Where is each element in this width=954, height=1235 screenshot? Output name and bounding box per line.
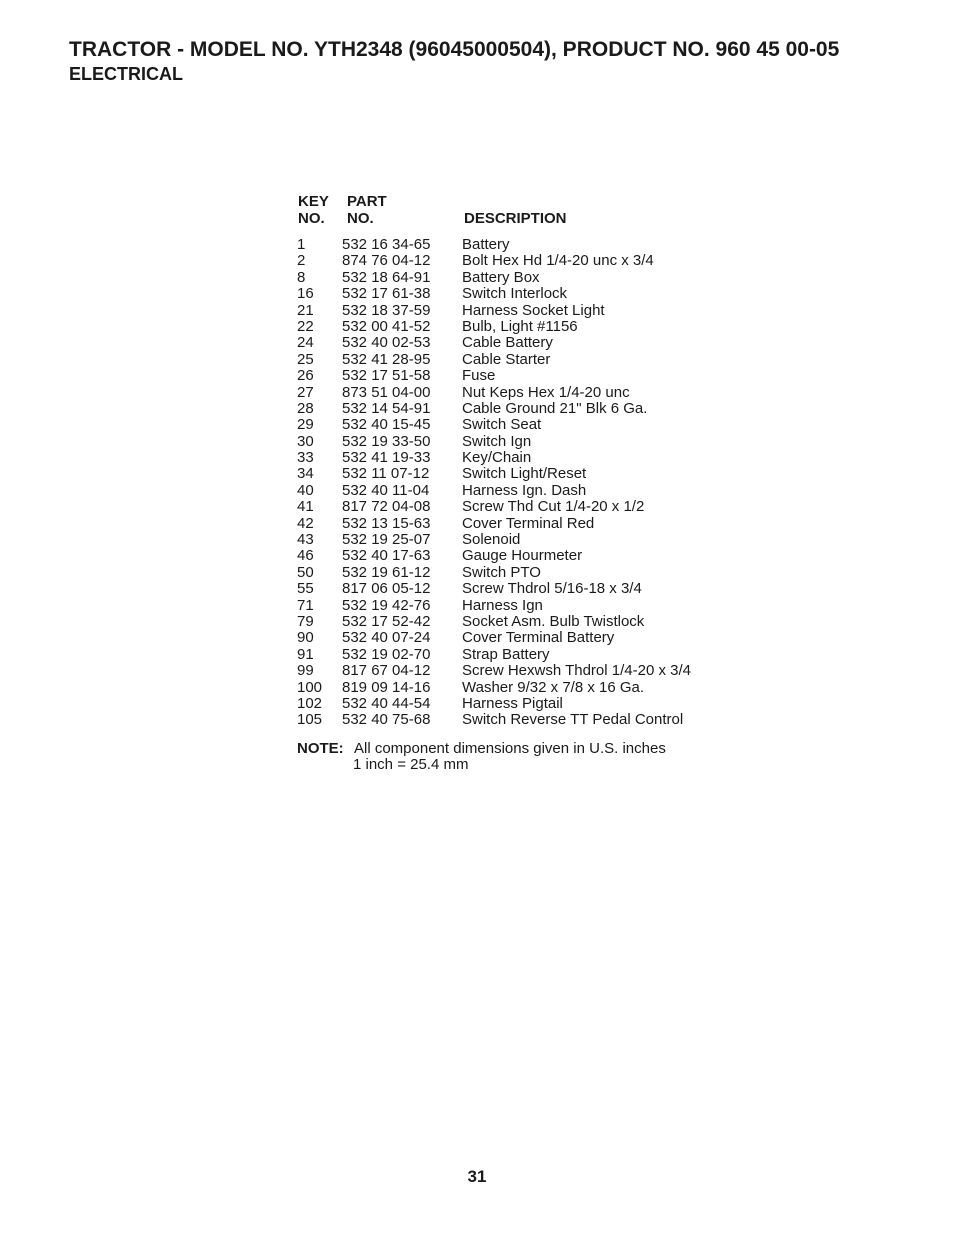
part-description: Switch PTO [462, 563, 541, 581]
header-part-line2: NO. [347, 210, 374, 227]
part-number: 532 40 17-63 [342, 547, 431, 565]
header-description: DESCRIPTION [464, 210, 567, 227]
part-number: 532 18 37-59 [342, 301, 431, 319]
header-key-line1: KEY [298, 193, 329, 210]
key-number: 33 [297, 449, 314, 467]
part-number: 532 16 34-65 [342, 236, 431, 253]
header-key-line2: NO. [298, 210, 325, 227]
part-description: Fuse [462, 367, 496, 385]
part-number: 874 76 04-12 [342, 252, 431, 270]
part-description: Cable Starter [462, 350, 551, 368]
key-number: 1 [297, 236, 306, 253]
part-number: 873 51 04-00 [342, 383, 431, 401]
key-number: 42 [297, 514, 314, 532]
part-description: Socket Asm. Bulb Twistlock [462, 612, 645, 630]
key-number: 100 [297, 678, 323, 696]
part-description: Key/Chain [462, 449, 532, 467]
part-number: 532 17 51-58 [342, 367, 431, 385]
page-title: TRACTOR - MODEL NO. YTH2348 (96045000504), PRODUCT NO. 960 45 00-05 [69, 38, 840, 61]
part-description: Solenoid [462, 531, 521, 549]
part-number: 819 09 14-16 [342, 678, 431, 696]
part-description: Bolt Hex Hd 1/4-20 unc x 3/4 [462, 252, 654, 270]
key-number: 28 [297, 399, 314, 417]
note-text-line2: 1 inch = 25.4 mm [353, 755, 469, 773]
key-number: 55 [297, 580, 314, 598]
key-number: 29 [297, 416, 314, 434]
key-number: 41 [297, 498, 314, 516]
part-description: Cover Terminal Red [462, 514, 595, 532]
part-description: Battery Box [462, 268, 540, 286]
note-text-line1: All component dimensions given in U.S. inches [354, 739, 666, 757]
part-description: Harness Ign [462, 596, 543, 614]
part-description: Harness Ign. Dash [462, 481, 587, 499]
part-number: 532 17 52-42 [342, 612, 431, 630]
key-number: 50 [297, 563, 314, 581]
part-description: Switch Ign [462, 432, 532, 450]
part-description: Switch Reverse TT Pedal Control [462, 711, 684, 729]
part-number: 817 72 04-08 [342, 498, 431, 516]
header-part-line1: PART [347, 193, 387, 210]
key-number: 79 [297, 612, 314, 630]
part-description: Bulb, Light #1156 [462, 317, 578, 335]
key-number: 24 [297, 334, 314, 352]
part-description: Gauge Hourmeter [462, 547, 583, 565]
key-number: 105 [297, 711, 323, 729]
part-description: Cover Terminal Battery [462, 629, 615, 647]
part-number: 532 40 15-45 [342, 416, 431, 434]
part-description: Switch Seat [462, 416, 542, 434]
key-number: 21 [297, 301, 314, 319]
part-number: 532 41 28-95 [342, 350, 431, 368]
key-number: 8 [297, 268, 306, 286]
note-label: NOTE: [297, 739, 344, 757]
part-description: Switch Interlock [462, 285, 568, 303]
key-number: 43 [297, 531, 314, 549]
key-number: 99 [297, 662, 314, 680]
part-description: Cable Battery [462, 334, 553, 352]
part-description: Screw Thdrol 5/16-18 x 3/4 [462, 580, 642, 598]
part-number: 532 14 54-91 [342, 399, 431, 417]
key-number: 27 [297, 383, 314, 401]
key-number: 102 [297, 694, 323, 712]
part-number: 532 40 02-53 [342, 334, 431, 352]
key-number: 71 [297, 596, 314, 614]
part-number: 532 19 42-76 [342, 596, 431, 614]
part-description: Harness Socket Light [462, 301, 605, 319]
part-description: Nut Keps Hex 1/4-20 unc [462, 383, 630, 401]
part-number: 532 18 64-91 [342, 268, 431, 286]
part-number: 532 11 07-12 [342, 465, 430, 483]
part-description: Washer 9/32 x 7/8 x 16 Ga. [462, 678, 645, 696]
part-description: Battery [462, 236, 510, 253]
key-number: 16 [297, 285, 314, 303]
part-number: 817 06 05-12 [342, 580, 431, 598]
key-number: 90 [297, 629, 314, 647]
key-number: 34 [297, 465, 314, 483]
section-subtitle: ELECTRICAL [69, 64, 183, 84]
part-number: 532 19 61-12 [342, 563, 431, 581]
key-number: 40 [297, 481, 314, 499]
part-number: 532 19 25-07 [342, 531, 431, 549]
page-number: 31 [467, 1167, 487, 1186]
part-description: Cable Ground 21" Blk 6 Ga. [462, 399, 648, 417]
part-description: Screw Thd Cut 1/4-20 x 1/2 [462, 498, 645, 516]
part-description: Screw Hexwsh Thdrol 1/4-20 x 3/4 [462, 662, 691, 680]
part-number: 532 00 41-52 [342, 317, 431, 335]
part-number: 532 40 75-68 [342, 711, 431, 729]
part-description: Strap Battery [462, 645, 550, 663]
key-number: 91 [297, 645, 314, 663]
part-number: 532 40 07-24 [342, 629, 431, 647]
part-number: 532 40 44-54 [342, 694, 431, 712]
part-number: 532 17 61-38 [342, 285, 431, 303]
part-description: Harness Pigtail [462, 694, 563, 712]
part-number: 532 19 02-70 [342, 645, 431, 663]
key-number: 26 [297, 367, 314, 385]
key-number: 30 [297, 432, 314, 450]
key-number: 2 [297, 252, 306, 270]
key-number: 25 [297, 350, 314, 368]
part-number: 817 67 04-12 [342, 662, 431, 680]
part-number: 532 13 15-63 [342, 514, 431, 532]
part-description: Switch Light/Reset [462, 465, 587, 483]
key-number: 22 [297, 317, 314, 335]
part-number: 532 41 19-33 [342, 449, 431, 467]
part-number: 532 40 11-04 [342, 481, 430, 499]
key-number: 46 [297, 547, 314, 565]
part-number: 532 19 33-50 [342, 432, 431, 450]
